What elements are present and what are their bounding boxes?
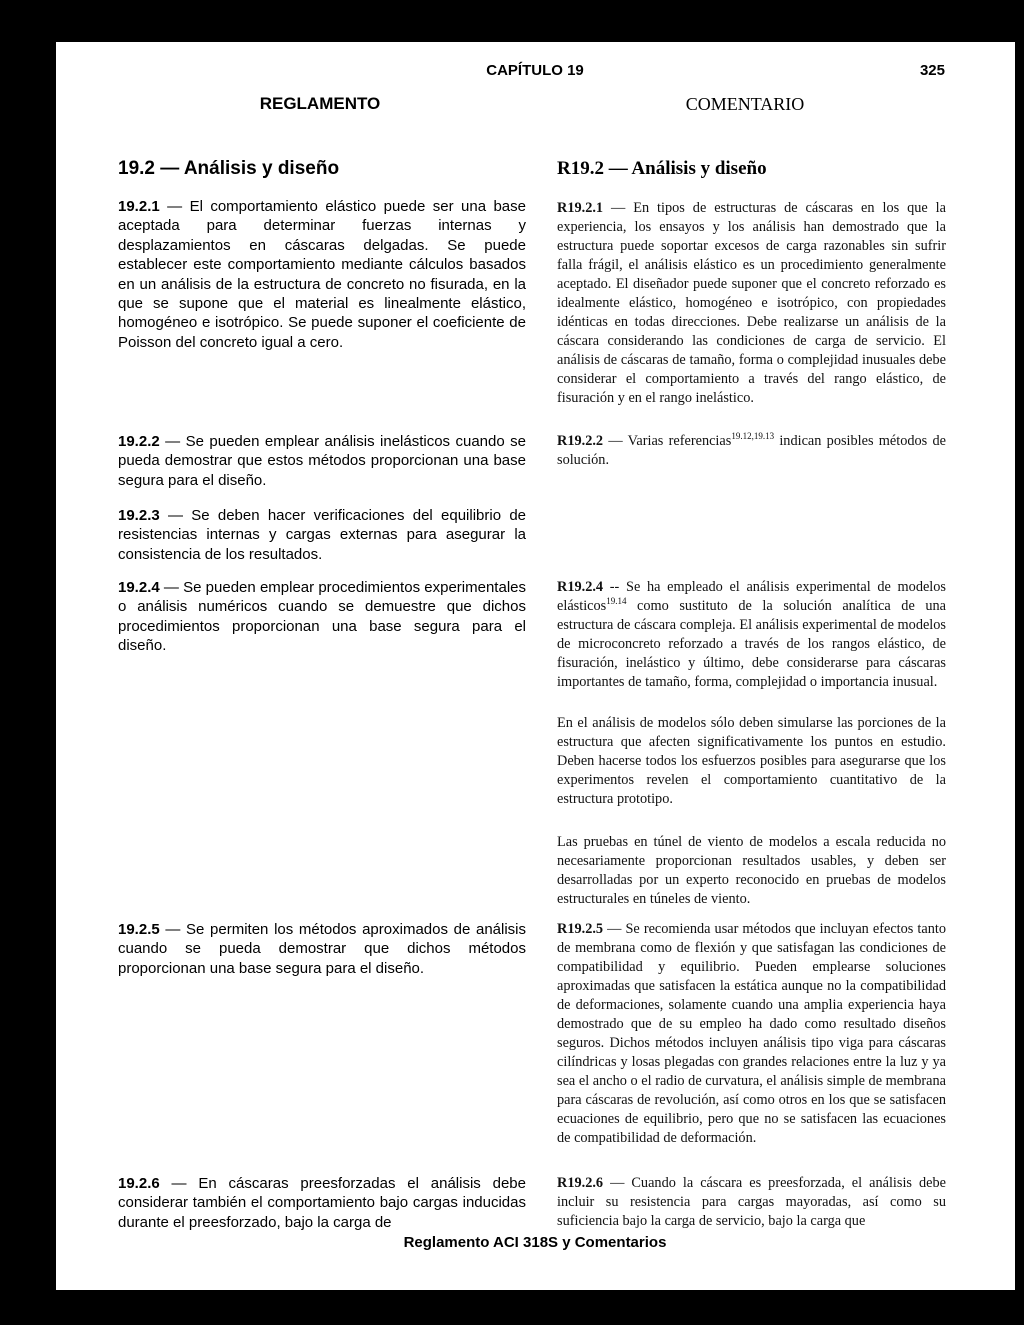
paragraph-19-2-5 bbox=[118, 920, 526, 978]
section-number: R19.2.1 bbox=[557, 200, 604, 216]
commentary-R19-2-6 bbox=[557, 1174, 946, 1231]
section-number: 19.2.6 bbox=[118, 1175, 160, 1192]
section-number: 19.2.4 bbox=[118, 579, 160, 596]
paragraph-text: — Se permiten los métodos aproximados de análisis cuando se pueda demostrar que dichos métodos proporcionan una base segura para el diseño. bbox=[118, 921, 526, 977]
commentary-R19-2-4 bbox=[557, 578, 946, 692]
paragraph-19-2-3 bbox=[118, 506, 526, 564]
commentary-R19-2-5 bbox=[557, 920, 946, 1148]
reference-superscript: 19.12,19.13 bbox=[731, 431, 775, 442]
paragraph-text: — En tipos de estructuras de cáscaras en los que la experiencia, los ensayos y los análisis han demostrado que la estructura puede soportar excesos de carga razonables sin sufrir falla frágil, el análisis elástico es un procedimiento generalmente aceptado. El diseñador puede suponer que el concreto reforzado es idealmente elástico, homogéneo e isotrópico, con propiedades idénticas en todas direcciones. Debe realizarse un análisis de la cáscara considerando las condiciones de carga de servicio. El análisis de cáscaras de tamaño, forma o complejidad inusuales debe considerar el comportamiento a través del rango elástico, de fisuración y en el rango inelástico. bbox=[557, 200, 946, 406]
paragraph-text: — Varias referencias bbox=[603, 433, 732, 449]
column-title-reglamento: REGLAMENTO bbox=[259, 94, 381, 113]
paragraph-text: indican posibles métodos de solución. bbox=[557, 433, 947, 468]
commentary-R19-2-1 bbox=[557, 199, 946, 408]
section-heading-left: 19.2 — Análisis y diseño bbox=[118, 158, 340, 179]
page-footer: Reglamento ACI 318S y Comentarios bbox=[403, 1234, 667, 1251]
section-number: 19.2.2 bbox=[118, 433, 160, 450]
commentary-R19-2-2 bbox=[557, 432, 946, 470]
chapter-header: CAPÍTULO 19 bbox=[486, 62, 584, 79]
section-number: 19.2.5 bbox=[118, 921, 160, 938]
section-number: 19.2.3 bbox=[118, 507, 160, 524]
paragraph-text: — Cuando la cáscara es preesforzada, el análisis debe incluir su resistencia para cargas mayoradas, así como su suficiencia bajo la carga de servicio, bajo la carga que bbox=[557, 1175, 946, 1229]
commentary-R19-2-4-models: En el análisis de modelos sólo deben simularse las porciones de la estructura que afecten significativamente los puntos en estudio. Deben hacerse todos los esfuerzos posibles para asegurarse que los experimentos revelen el comportamiento cuantitativo de la estructura prototipo. bbox=[557, 715, 946, 807]
section-heading-right: R19.2 — Análisis y diseño bbox=[557, 158, 767, 179]
commentary-R19-2-4-wind-tunnel: Las pruebas en túnel de viento de modelos a escala reducida no necesariamente proporcionan resultados usables, y deben ser desarrolladas por un experto reconocido en pruebas de modelos estructurales en túneles de viento. bbox=[557, 834, 946, 907]
section-number: R19.2.5 bbox=[557, 921, 604, 937]
section-number: 19.2.1 bbox=[118, 198, 160, 215]
paragraph-19-2-2 bbox=[118, 432, 526, 490]
section-number: R19.2.2 bbox=[557, 433, 604, 449]
paragraph-text: — Se pueden emplear procedimientos experimentales o análisis numéricos cuando se demuestre que dichos procedimientos proporcionan una base segura para el diseño. bbox=[118, 579, 526, 655]
paragraph-text: — Se deben hacer verificaciones del equilibrio de resistencias internas y cargas externas para asegurar la consistencia de los resultados. bbox=[118, 507, 526, 563]
section-number: R19.2.4 bbox=[557, 579, 604, 595]
paragraph-text: — El comportamiento elástico puede ser una base aceptada para determinar fuerzas internas y desplazamientos en cáscaras delgadas. Se puede establecer este comportamiento mediante cálculos basados en un análisis de la estructura de concreto no fisurada, en la que se supone que el material es linealmente elástico, homogéneo e isotrópico. Se puede suponer el coeficiente de Poisson del concreto igual a cero. bbox=[118, 198, 526, 351]
paragraph-19-2-6 bbox=[118, 1174, 526, 1232]
paragraph-19-2-4 bbox=[118, 578, 526, 656]
paragraph-text: como sustituto de la solución analítica de una estructura de cáscara compleja. El análisis experimental de modelos de microconcreto reforzado a través de los rangos elástico, de fisuración, inelástico y último, debe considerarse para cáscaras importantes de tamaño, forma, complejidad o importancia inusual. bbox=[557, 598, 946, 690]
column-title-comentario: COMENTARIO bbox=[685, 94, 805, 114]
reference-superscript: 19.14 bbox=[606, 596, 627, 607]
paragraph-text: — Se pueden emplear análisis inelásticos cuando se pueda demostrar que estos métodos proporcionan una base segura para el diseño. bbox=[118, 433, 526, 489]
paragraph-19-2-1 bbox=[118, 197, 526, 352]
paragraph-text: — En cáscaras preesforzadas el análisis debe considerar también el comportamiento bajo cargas inducidas durante el preesforzado, bajo la carga de bbox=[118, 1175, 526, 1231]
page-number: 325 bbox=[919, 62, 945, 79]
paragraph-text: -- Se ha empleado el análisis experimental de modelos elásticos bbox=[557, 579, 946, 614]
section-number: R19.2.6 bbox=[557, 1175, 604, 1191]
paragraph-text: — Se recomienda usar métodos que incluyan efectos tanto de membrana como de flexión y que satisfagan las condiciones de compatibilidad y equilibrio. Pueden emplearse soluciones aproximadas que satisfacen la estática aunque no la compatibilidad de deformaciones, solamente cuando una amplia experiencia haya demostrado que de su empleo ha dado como resultado diseños seguros. Dichos métodos incluyen análisis tipo viga para cáscaras cilíndricas y losas plegadas con grandes relaciones entre la luz y ya sea el ancho o el radio de curvatura, el análisis simple de membrana para cáscaras de revolución, así como otros en los que se satisfacen ecuaciones de equilibrio, pero que no se satisfacen las ecuaciones de compatibilidad de deformación. bbox=[557, 921, 946, 1146]
